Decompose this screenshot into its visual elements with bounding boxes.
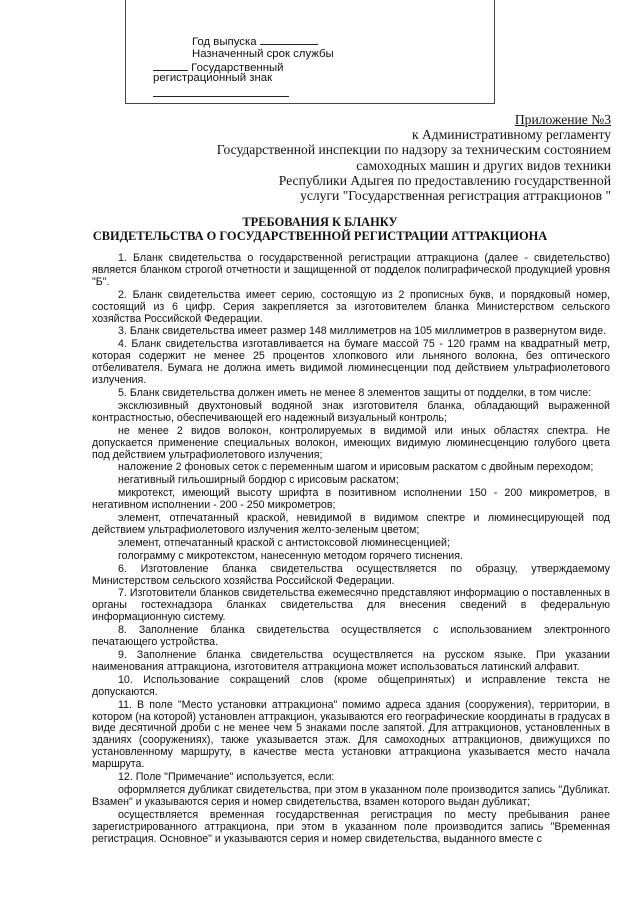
paragraph: 1. Бланк свидетельства о государственной регистрации аттракциона (далее - свидетельство) является бланком строгой отчетности и защищенной от подделок полиграфической продукцией уровня "Б". [92,252,610,288]
requirements-body [92,253,610,847]
paragraph: осуществляется временная государственная регистрация по месту пребывания ранее зарегистрированного аттракциона, при этом в указанном поле производится запись "Временная регистрация. Основное" и указываются серия и номер свидетельства, выданного вместе с [92,808,610,845]
reg-sign-label-line1: Государственный [191,62,284,74]
appendix-line: к Административному регламенту [411,127,611,143]
signature-blank-line [153,96,289,97]
paragraph: не менее 2 видов волокон, контролируемых в видимой или иных областях спектра. Не допускается применение специальных волокон, имеющих видимую люминесценцию голубого цвета под действием ультрафиолетового излучения; [92,424,610,461]
year-label: Год выпуска [192,36,257,48]
year-blank-line [260,33,318,45]
paragraph: 6. Изготовление бланка свидетельства осуществляется по образцу, утверждаемому Министерством сельского хозяйства Российской Федерации. [92,562,610,587]
reg-sign-blank-line [153,59,188,71]
paragraph: наложение 2 фоновых сеток с переменным шагом и ирисовым раскатом с двойным переходом; [118,461,594,474]
paragraph: 5. Бланк свидетельства должен иметь не менее 8 элементов защиты от подделки, в том числе: [118,386,592,399]
appendix-line: Республики Адыгея по предоставлению государственной [278,172,611,188]
paragraph: 2. Бланк свидетельства имеет серию, состоящую из 2 прописных букв, и порядковый номер, состоящий из 6 цифр. Серия закрепляется за изготовителем бланка Министерством сельского хозяйства Российской Федерации. [92,288,610,325]
paragraph: элемент, отпечатанный краской, невидимой в видимом спектре и люминесцирующей под действием ультрафиолетового излучения желто-зеленым цветом; [92,512,610,536]
document-title [0,215,640,243]
reg-sign-label-line2: регистрационный знак [153,72,273,84]
title-line: СВИДЕТЕЛЬСТВА О ГОСУДАРСТВЕННОЙ РЕГИСТРАЦИИ АТТРАКЦИОНА [92,229,548,243]
paragraph: 7. Изготовители бланков свидетельства ежемесячно представляют информацию о поставленных в органы гостехнадзора бланках свидетельства для внесения сведений в федеральную информационную систему. [92,587,610,624]
appendix-line: услуги "Государственная регистрация аттракционов " [300,188,611,204]
appendix-line: самоходных машин и других видов техники [356,157,611,173]
paragraph: 4. Бланк свидетельства изготавливается на бумаге массой 75 - 120 грамм на квадратный метр, которая содержит не менее 25 процентов хлопкового или льняного волокна, без оптического отбеливателя. Бумага не должна иметь видимой люминесценции под действием ультрафиолетового излучения. [92,338,610,387]
paragraph: 9. Заполнение бланка свидетельства осуществляется на русском языке. При указании наименования аттракциона, изготовителя аттракциона может использоваться латинский алфавит. [92,649,610,673]
service-life-label: Назначенный срок службы [192,48,334,60]
paragraph: 8. Заполнение бланка свидетельства осуществляется с использованием электронного печатающего устройства. [92,624,610,649]
paragraph: элемент, отпечатанный краской с антистоксовой люминесценцией; [118,536,450,549]
paragraph: оформляется дубликат свидетельства, при этом в указанном поле производится запись "Дубликат. Взамен" и указываются серия и номер свидетельства, взамен которого выдан дубликат; [92,783,610,808]
appendix-number: Приложение №3 [514,112,611,127]
appendix-block [217,112,611,203]
paragraph: 12. Поле "Примечание" используется, если: [118,771,335,784]
paragraph: негативный гильоширный бордюр с ирисовым раскатом; [118,474,399,487]
paragraph: эксклюзивный двухтоновый водяной знак изготовителя бланка, обладающий выраженной контрастностью, обеспечивающей его надежный визуальный контроль; [92,399,610,424]
paragraph: 10. Использование сокращений слов (кроме общепринятых) и исправление текста не допускаются. [92,673,610,698]
paragraph: голограмму с микротекстом, нанесенную методом горячего тиснения. [118,549,463,562]
paragraph: 3. Бланк свидетельства имеет размер 148 миллиметров на 105 миллиметров в развернутом виде. [118,325,607,338]
registration-box [125,0,495,104]
paragraph: микротекст, имеющий высоту шрифта в позитивном исполнении 150 - 200 микрометров, в негативном исполнении - 200 - 250 микрометров; [92,487,610,512]
paragraph: 11. В поле "Место установки аттракциона" помимо адреса здания (сооружения), территории, в котором (на которой) установлен аттракцион, указываются его географические координаты в градусах в виде десятичной дроби с не менее чем 5 знаками после запятой. Для аттракционов, установленных в зданиях (сооружениях), также указывается этаж. Для самоходных аттракционов, движущихся по установленному маршруту, в качестве места установки аттракциона указывается место начала маршрута. [92,698,610,771]
title-line: ТРЕБОВАНИЯ К БЛАНКУ [242,215,398,229]
appendix-line: Государственной инспекции по надзору за техническим состоянием [216,142,611,158]
